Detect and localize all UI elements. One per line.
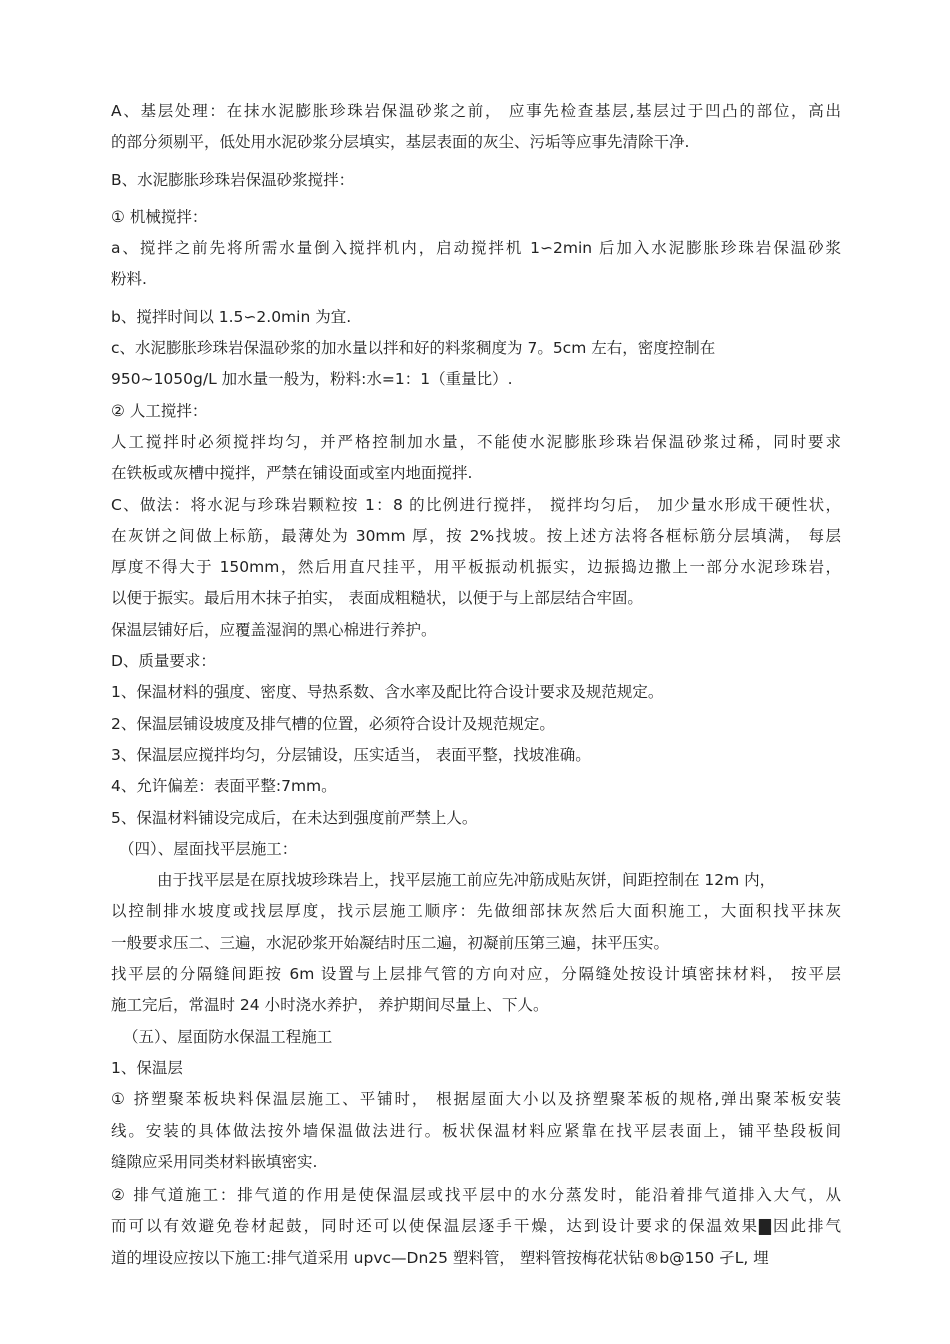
heading-b: B、水泥膨胀珍珠岩保温砂浆搅拌： [111,170,355,189]
item-a-line-2: 粉料. [111,270,147,289]
quality-item-1: 1、保温材料的强度、密度、导热系数、含水率及配比符合设计要求及规范规定。 [111,683,664,702]
para-c-line-4: 以便于振实。最后用木抹子拍实， 表面成粗糙状，以便于与上部层结合牢固。 [111,589,643,608]
vent-para-line-2: 而可以有效避免卷材起鼓，同时还可以使保温层逐手干燥，达到设计要求的保温效果▇因此排气 [111,1217,841,1236]
manual-mixing-line-2: 在铁板或灰槽中搅拌，严禁在铺设面或室内地面搅拌. [111,464,473,483]
xps-para-line-1: ① 挤塑聚苯板块料保温层施工、平铺时， 根据屋面大小以及挤塑聚苯板的规格,弹出聚苯板安装 [111,1090,841,1109]
divider-joint-line-2: 施工完后，常温时 24 小时浇水养护， 养护期间尽量上、下人。 [111,996,549,1015]
insulation-heading: 1、保温层 [111,1058,183,1077]
section-4-heading: （四）、屋面找平层施工： [119,839,298,858]
item-c-line-1: c、水泥膨胀珍珠岩保温砂浆的加水量以拌和好的料浆稠度为 7。5cm 左右，密度控制在 [111,339,716,358]
para-c-line-1: C、做法：将水泥与珍珠岩颗粒按 1：8 的比例进行搅拌， 搅拌均匀后， 加少量水形成干硬性状， [111,495,841,514]
para-c-line-3: 厚度不得大于 150mm，然后用直尺挂平，用平板振动机振实，边振捣边撒上一部分水泥珍珠岩， [111,558,841,577]
heading-mechanical-mixing: ① 机械搅拌： [111,207,208,226]
heading-manual-mixing: ② 人工搅拌： [111,401,208,420]
item-a-line-1: a、搅拌之前先将所需水量倒入搅拌机内，启动搅拌机 1∽2min 后加入水泥膨胀珍珠岩保温砂浆 [111,239,841,258]
section-5-heading: （五）、屋面防水保温工程施工 [123,1027,333,1046]
item-c-line-2: 950~1050g/L 加水量一般为，粉料:水=1：1（重量比）. [111,370,513,389]
para-c-line-2: 在灰饼之间做上标筋，最薄处为 30mm 厚，按 2%找坡。按上述方法将各框标筋分层填满， 每层 [111,526,841,545]
vent-para-line-3: 道的埋设应按以下施工:排气道采用 upvc—Dn25 塑料管， 塑料管按梅花状钻®b@150 孑L, 埋 [111,1248,769,1267]
section-4-para-line-2: 以控制排水坡度或找层厚度，找示层施工顺序：先做细部抹灰然后大面积施工，大面积找平抹灰 [111,902,841,921]
quality-item-5: 5、保温材料铺设完成后，在未达到强度前严禁上人。 [111,808,478,827]
item-b: b、搅拌时间以 1.5∽2.0min 为宜. [111,307,352,326]
manual-mixing-line-1: 人工搅拌时必须搅拌均匀，并严格控制加水量，不能使水泥膨胀珍珠岩保温砂浆过稀，同时要求 [111,432,841,451]
xps-para-line-3: 缝隙应采用同类材料嵌填密实. [111,1152,318,1171]
quality-item-4: 4、允许偏差：表面平整:7mm。 [111,777,337,796]
vent-para-line-1: ② 排气道施工：排气道的作用是使保温层或找平层中的水分蒸发时，能沿着排气道排入大气，从 [111,1186,841,1205]
document-page [111,96,841,1274]
section-4-para-line-1: 由于找平层是在原找坡珍珠岩上，找平层施工前应先冲筋成贴灰饼，间距控制在 12m 内， [157,871,776,890]
divider-joint-line-1: 找平层的分隔缝间距按 6m 设置与上层排气管的方向对应，分隔缝处按设计填密抹材料， 按平层 [111,965,841,984]
heading-d: D、质量要求： [111,652,216,671]
xps-para-line-2: 线。安装的具体做法按外墙保温做法进行。板状保温材料应紧靠在找平层表面上，铺平垫段板间 [111,1121,841,1140]
curing-note: 保温层铺好后，应覆盖湿润的黑心棉进行养护。 [111,620,437,639]
quality-item-2: 2、保温层铺设坡度及排气槽的位置，必须符合设计及规范规定。 [111,714,555,733]
quality-item-3: 3、保温层应搅拌均匀，分层铺设，压实适当， 表面平整，找坡准确。 [111,745,591,764]
para-a-line-2: 的部分须剔平，低处用水泥砂浆分层填实，基层表面的灰尘、污垢等应事先清除干净. [111,133,690,152]
para-a-line-1: A、基层处理：在抹水泥膨胀珍珠岩保温砂浆之前， 应事先检查基层,基层过于凹凸的部位，高出 [111,102,841,120]
section-4-para-line-3: 一般要求压二、三遍，水泥砂浆开始凝结时压二遍，初凝前压第三遍，抹平压实。 [111,933,670,952]
